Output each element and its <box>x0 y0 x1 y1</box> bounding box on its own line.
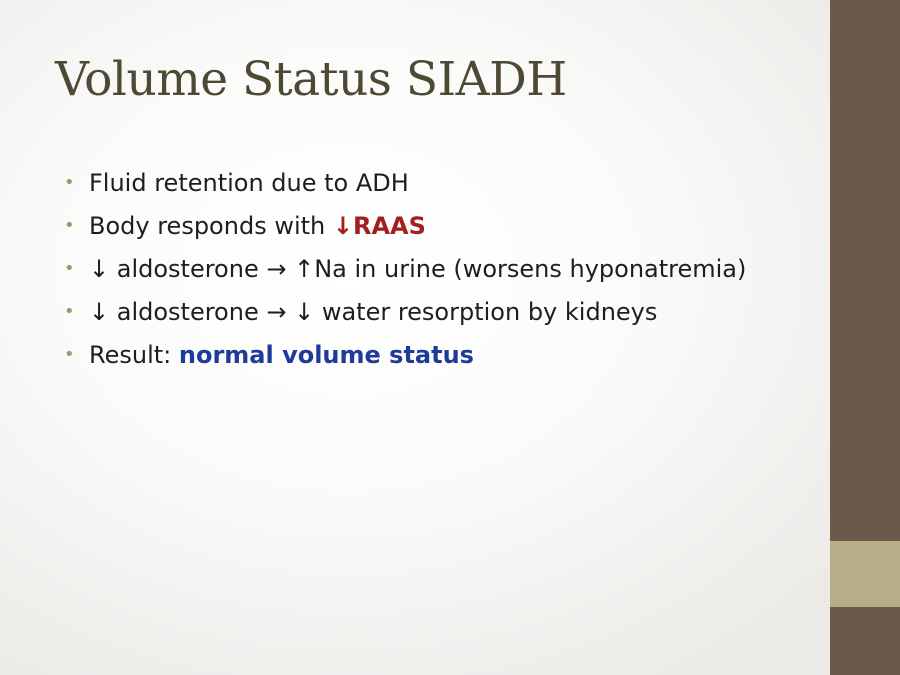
bullet-highlight-result: normal volume status <box>178 341 474 369</box>
bullet-text: ↓ aldosterone → ↑Na in urine (worsens hyponatremia) <box>89 255 747 283</box>
bullet-marker: • <box>64 344 75 365</box>
bullet-marker: • <box>64 172 75 193</box>
bullet-highlight-raas: ↓RAAS <box>332 212 426 240</box>
bullet-marker: • <box>64 258 75 279</box>
bullet-text: Result: <box>89 341 179 369</box>
bullet-marker: • <box>64 215 75 236</box>
slide-title: Volume Status SIADH <box>55 52 567 107</box>
side-decoration-accent <box>830 541 900 607</box>
bullet-marker: • <box>64 301 75 322</box>
bullet-text: ↓ aldosterone → ↓ water resorption by kidneys <box>89 298 658 326</box>
bullet-text: Fluid retention due to ADH <box>89 169 409 197</box>
bullet-text: Body responds with <box>89 212 333 240</box>
